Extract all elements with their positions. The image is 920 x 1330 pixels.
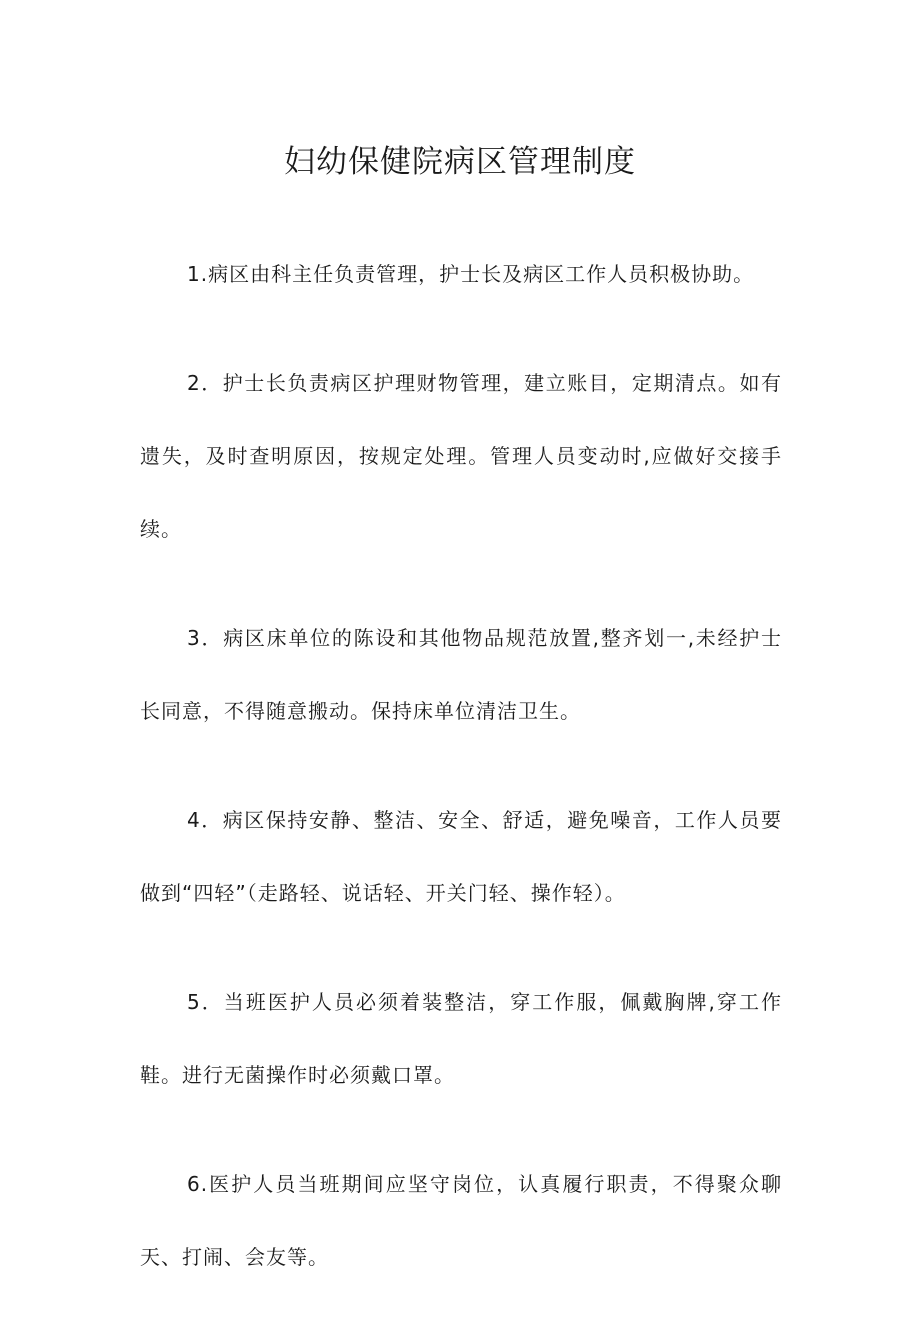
paragraph-5: 5．当班医护人员必须着装整洁，穿工作服，佩戴胸牌,穿工作鞋。进行无菌操作时必须戴口罩。 bbox=[140, 990, 782, 1087]
paragraph-4: 4．病区保持安静、整洁、安全、舒适，避免噪音，工作人员要做到“四轻”（走路轻、说话轻、开关门轻、操作轻）。 bbox=[140, 808, 782, 905]
document-body bbox=[140, 238, 782, 1330]
paragraph-3: 3．病区床单位的陈设和其他物品规范放置,整齐划一,未经护士长同意，不得随意搬动。保持床单位清洁卫生。 bbox=[140, 626, 782, 723]
document-title: 妇幼保健院病区管理制度 bbox=[284, 144, 636, 180]
paragraph-1: 1.病区由科主任负责管理，护士长及病区工作人员积极协助。 bbox=[187, 262, 755, 286]
paragraph-2: 2．护士长负责病区护理财物管理，建立账目，定期清点。如有遗失，及时查明原因，按规定处理。管理人员变动时,应做好交接手续。 bbox=[140, 371, 782, 541]
paragraph-6: 6.医护人员当班期间应坚守岗位，认真履行职责，不得聚众聊天、打闹、会友等。 bbox=[140, 1172, 782, 1269]
